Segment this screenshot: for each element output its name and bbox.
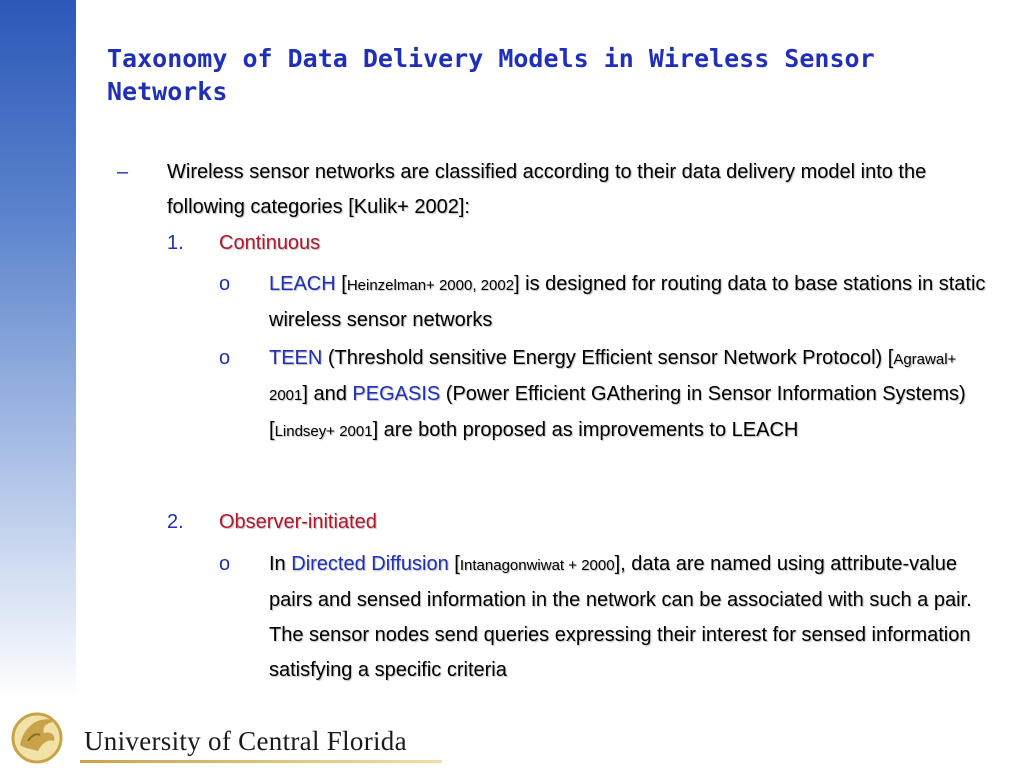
teen-reference: Agrawal+ 2001 (269, 351, 957, 404)
diffusion-keyword: Directed Diffusion (291, 553, 449, 575)
section-1-number: 1. (167, 232, 184, 254)
pegasis-keyword: PEGASIS (352, 383, 441, 405)
section-2-heading: Observer-initiated (219, 511, 377, 533)
footer-divider (80, 760, 442, 763)
leach-open-bracket: [ (335, 273, 347, 295)
leach-reference: Heinzelman+ 2000, 2002 (346, 277, 515, 294)
teen-text-1: (Threshold sensitive Energy Efficient sensor Network Protocol) [ (322, 347, 894, 369)
diffusion-reference: Intanagonwiwat + 2000 (459, 557, 615, 574)
teen-text-2: ] and (302, 383, 353, 405)
teen-text-3: (Power Efficient GAthering in Sensor Information Systems) [ (269, 383, 966, 441)
bullet-teen (269, 341, 997, 449)
teen-keyword: TEEN (269, 347, 323, 369)
diffusion-open-bracket: [ (448, 553, 460, 575)
slide-title: Taxonomy of Data Delivery Models in Wireless Sensor Networks (107, 44, 875, 106)
diffusion-description: ], data are named using attribute-value pairs and sensed information in the network can be associated with such a pair. The sensor nodes send queries expressing their interest for sensed information satisfying a specific criteria (269, 553, 972, 681)
university-name: University of Central Florida (84, 726, 407, 756)
bullet-diffusion-marker: o (219, 553, 231, 575)
leach-keyword: LEACH (269, 273, 336, 295)
bullet-leach (269, 267, 994, 338)
sidebar-gradient (0, 0, 76, 700)
pegasis-reference: Lindsey+ 2001 (274, 423, 373, 440)
bullet-leach-marker: o (219, 273, 231, 295)
section-1-heading: Continuous (219, 232, 321, 254)
bullet-teen-marker: o (219, 347, 231, 369)
bullet-diffusion (269, 547, 997, 688)
intro-dash-marker: – (117, 161, 129, 183)
intro-text: Wireless sensor networks are classified according to their data delivery model into the following categories [Kulik+ 2002]: (167, 161, 927, 218)
teen-text-4: ] are both proposed as improvements to LEACH (372, 419, 799, 441)
section-2-number: 2. (167, 511, 184, 533)
pegasus-logo-icon (6, 705, 68, 767)
leach-description: ] is designed for routing data to base stations in static wireless sensor networks (269, 273, 986, 331)
diffusion-pre: In (269, 553, 292, 575)
